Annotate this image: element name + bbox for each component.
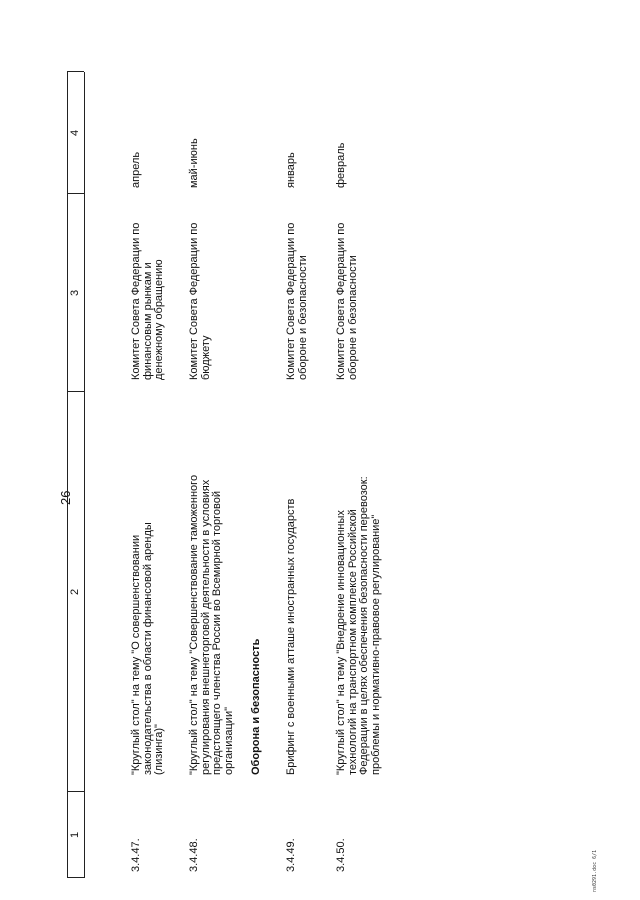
column-header-2: 2 xyxy=(69,588,81,595)
event-date: май-июнь xyxy=(188,138,200,188)
column-header-3: 3 xyxy=(69,289,81,296)
responsible-committee: Комитет Совета Федерации по обороне и безопасности xyxy=(335,222,359,380)
row-number: 3.4.48. xyxy=(188,838,200,872)
responsible-committee: Комитет Совета Федерации по бюджету xyxy=(188,222,212,380)
event-date: февраль xyxy=(335,142,347,188)
section-heading: Оборона и безопасность xyxy=(250,638,262,775)
header-divider xyxy=(67,877,84,878)
page-number: 26 xyxy=(58,490,73,505)
column-header-1: 1 xyxy=(69,831,81,838)
row-number: 3.4.47. xyxy=(130,838,142,872)
header-divider xyxy=(67,71,84,72)
event-date: январь xyxy=(285,152,297,188)
header-bottom-border xyxy=(84,72,85,878)
event-description: "Круглый стол" на тему "Внедрение инновационных технологий на транспортном комплексе Российской Федерации в целях обеспечения безопасности перевозок: проблемы и нормативно-правовое регулирование" xyxy=(335,476,382,775)
event-date: апрель xyxy=(130,151,142,188)
event-description: Брифинг с военными атташе иностранных государств xyxy=(285,498,297,775)
header-divider xyxy=(67,193,84,194)
event-description: "Круглый стол" на тему "Совершенствование таможенного регулирования внешнеторговой деятельности в условиях предстоящего членства России во Всемирной торговой организации" xyxy=(188,474,235,775)
event-description: "Круглый стол" на тему "О совершенствовании законодательства в области финансовой аренды (лизинга)" xyxy=(130,522,166,775)
header-divider xyxy=(67,391,84,392)
row-number: 3.4.49. xyxy=(285,838,297,872)
column-header-4: 4 xyxy=(69,129,81,136)
responsible-committee: Комитет Совета Федерации по финансовым рынкам и денежному обращению xyxy=(130,222,166,380)
header-divider xyxy=(67,791,84,792)
row-number: 3.4.50. xyxy=(335,838,347,872)
responsible-committee: Комитет Совета Федерации по обороне и безопасности xyxy=(285,222,309,380)
footer-stamp: ns0291.doc 6/1 xyxy=(592,849,598,892)
